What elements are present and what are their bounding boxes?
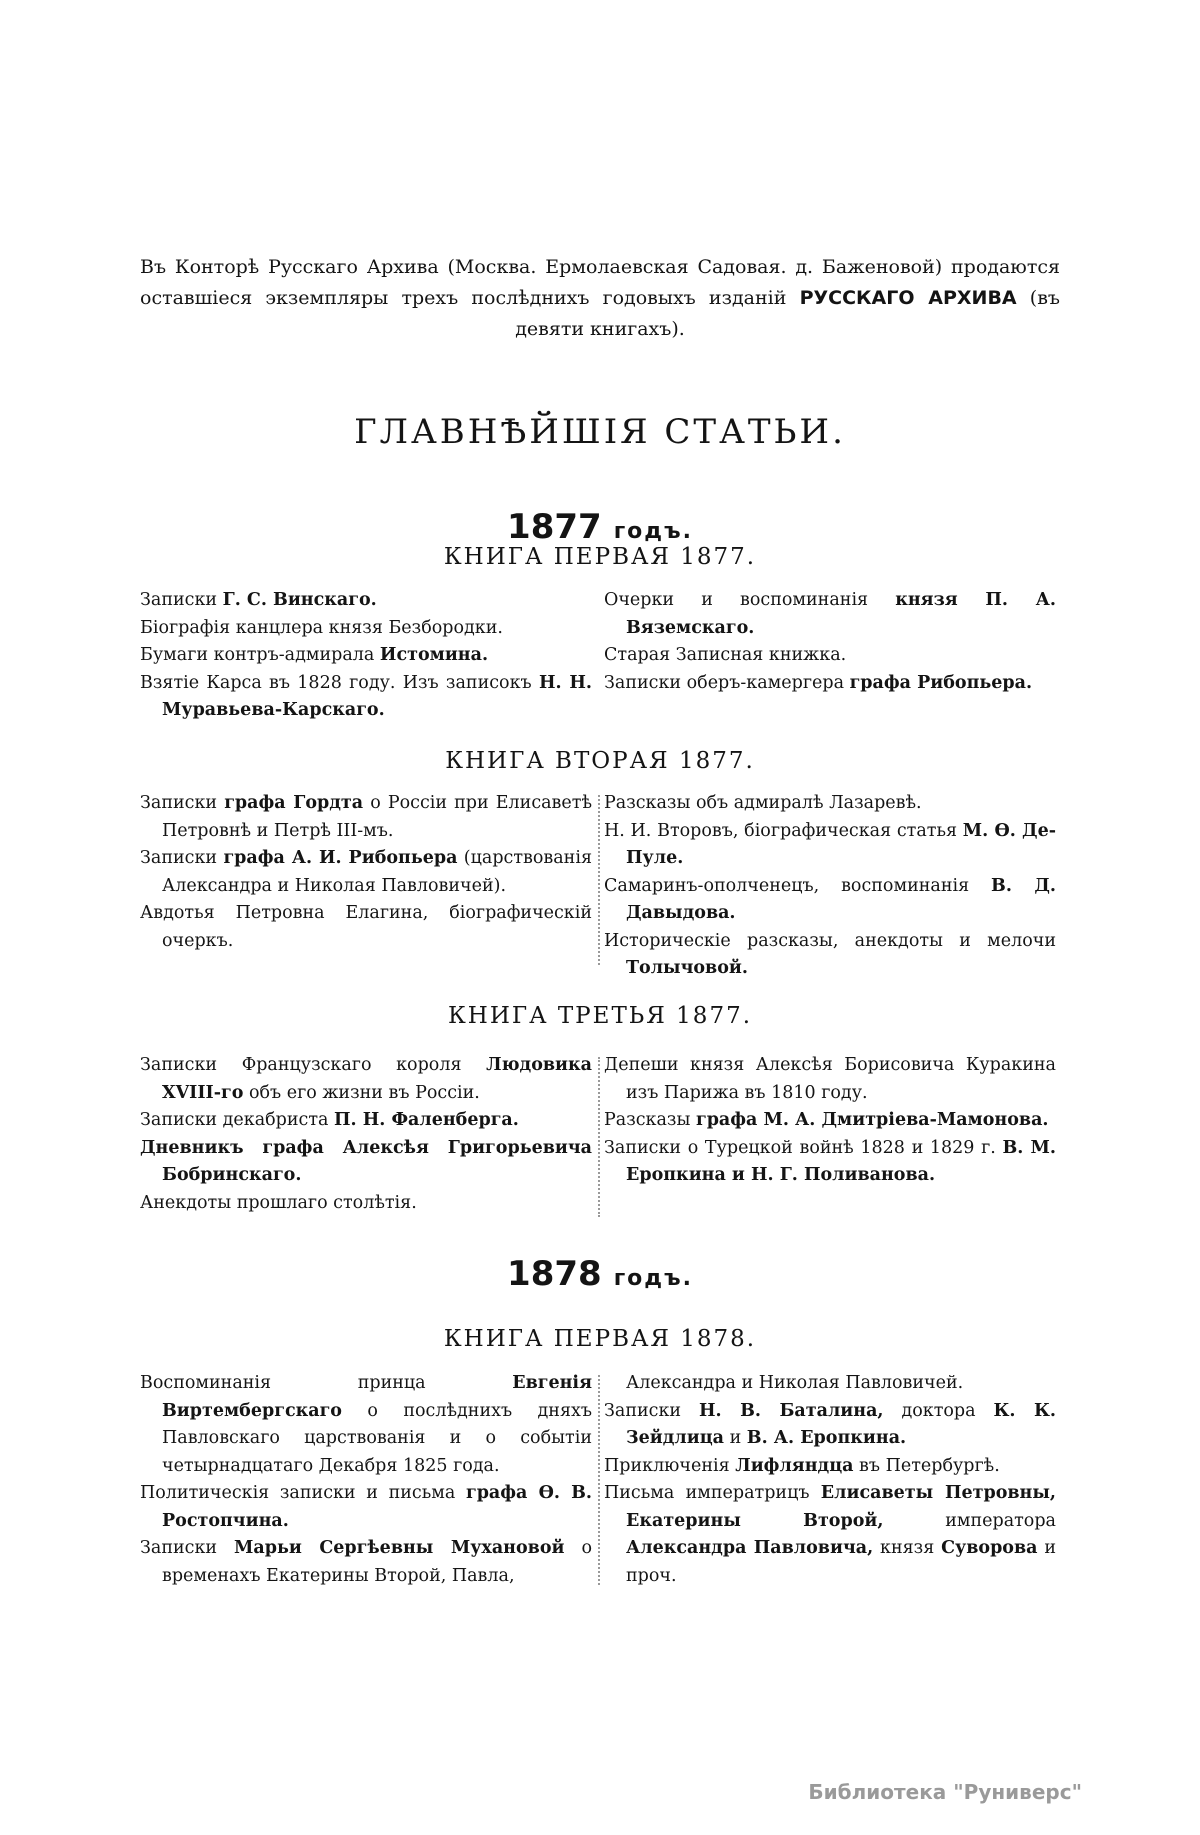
entry-bold: графа Ѳ. В. Ростопчина. bbox=[162, 1483, 592, 1531]
column-divider bbox=[598, 1057, 600, 1217]
column-divider bbox=[598, 795, 600, 965]
article-entry bbox=[604, 928, 1056, 983]
entry-bold: графа М. А. Дмитріева-Мамонова. bbox=[695, 1110, 1049, 1130]
book-right-column bbox=[604, 1052, 1056, 1190]
article-entry bbox=[140, 790, 592, 845]
entry-bold: Г. С. Винскаго. bbox=[222, 590, 377, 610]
article-entry bbox=[604, 587, 1056, 642]
article-entry bbox=[604, 1135, 1056, 1190]
intro-tail: (въ девяти книгахъ). bbox=[515, 287, 1060, 340]
library-watermark: Библиотека "Руниверс" bbox=[808, 1780, 1082, 1804]
entry-bold: Евгенія Виртембергскаго bbox=[162, 1373, 592, 1421]
entry-bold: Елисаветы Петровны, Екатерины Второй, bbox=[626, 1483, 1056, 1531]
entry-text: Разсказы bbox=[604, 1110, 696, 1130]
entry-bold: графа Гордта bbox=[224, 793, 364, 813]
article-entry bbox=[604, 818, 1056, 873]
article-entry bbox=[604, 790, 1056, 818]
year-label: годъ. bbox=[613, 1266, 693, 1291]
year-number: 1878 bbox=[507, 1254, 602, 1294]
entry-bold: Людовика XVIII-го bbox=[162, 1055, 592, 1103]
entry-bold: В. Д. Давыдова. bbox=[626, 875, 1056, 923]
book-right-column bbox=[604, 1370, 1056, 1590]
book-left-column bbox=[140, 1052, 592, 1217]
entry-text: Записки bbox=[140, 590, 223, 610]
entry-bold: Лифляндца bbox=[735, 1455, 854, 1476]
entry-bold: Александра Павловича, bbox=[626, 1538, 874, 1558]
entry-text: Разсказы объ адмиралѣ Лазаревѣ. bbox=[604, 793, 922, 813]
entry-text: Депеши князя Алексѣя Борисовича Куракина изъ Парижа въ 1810 году. bbox=[604, 1055, 1056, 1103]
article-entry bbox=[140, 1370, 592, 1480]
intro-archive-name: РУССКАГО АРХИВА bbox=[799, 287, 1017, 309]
entry-text: Историческіе разсказы, анекдоты и мелочи bbox=[604, 930, 1056, 951]
entry-text: Приключенія bbox=[604, 1455, 736, 1476]
article-entry bbox=[604, 1052, 1056, 1107]
entry-text: Записки bbox=[140, 848, 224, 868]
entry-bold: М. Ѳ. Де-Пуле. bbox=[626, 820, 1056, 868]
entry-bold: князя П. А. Вяземскаго. bbox=[626, 590, 1056, 638]
entry-text: Записки Французскаго короля bbox=[140, 1055, 487, 1075]
column-divider bbox=[598, 1375, 600, 1585]
book-left-column bbox=[140, 587, 592, 725]
entry-text: Очерки и воспоминанія bbox=[604, 590, 896, 610]
entry-text: и проч. bbox=[626, 1538, 1056, 1586]
article-entry bbox=[604, 1370, 1056, 1398]
entry-text: Бумаги контръ-адмирала bbox=[140, 645, 380, 665]
entry-bold: Суворова bbox=[941, 1538, 1038, 1558]
entry-bold: Н. В. Баталина, bbox=[699, 1400, 884, 1421]
entry-bold: Истомина. bbox=[379, 645, 489, 665]
entry-bold: Н. Н. Муравьева-Карскаго. bbox=[162, 672, 592, 720]
entry-text: объ его жизни въ Россіи. bbox=[243, 1082, 480, 1103]
book-heading: КНИГА ТРЕТЬЯ 1877. bbox=[447, 1003, 753, 1029]
article-entry bbox=[604, 670, 1056, 698]
article-entry bbox=[140, 1190, 592, 1218]
entry-text: Записки о Турецкой войнѣ 1828 и 1829 г. bbox=[604, 1137, 1003, 1158]
entry-text: князя bbox=[873, 1538, 942, 1558]
entry-text: Записки bbox=[140, 1538, 235, 1558]
article-entry bbox=[604, 1107, 1056, 1135]
entry-text: Записки декабриста bbox=[140, 1110, 335, 1130]
entry-text: о временахъ Екатерины Второй, Павла, bbox=[162, 1538, 592, 1586]
entry-text: Взятіе Карса въ 1828 году. Изъ записокъ bbox=[140, 672, 539, 693]
entry-text: о Россіи при Елисаветѣ Петровнѣ и Петрѣ III-мъ. bbox=[162, 793, 592, 841]
book-right-column bbox=[604, 587, 1056, 697]
entry-text: Старая Записная книжка. bbox=[604, 645, 847, 665]
article-entry bbox=[604, 1453, 1056, 1481]
article-entry bbox=[140, 587, 592, 615]
entry-text: Александра и Николая Павловичей. bbox=[626, 1373, 964, 1393]
entry-bold: Толычовой. bbox=[626, 958, 748, 978]
book-heading: КНИГА ВТОРАЯ 1877. bbox=[445, 748, 755, 774]
article-entry bbox=[140, 615, 592, 643]
article-entry bbox=[604, 642, 1056, 670]
article-entry bbox=[604, 873, 1056, 928]
article-entry bbox=[140, 845, 592, 900]
entry-text: и bbox=[724, 1428, 747, 1448]
entry-text: доктора bbox=[883, 1400, 994, 1421]
article-entry bbox=[140, 1107, 592, 1135]
entry-text: Воспоминанія принца bbox=[140, 1373, 513, 1393]
year-number: 1877 bbox=[507, 507, 602, 547]
book-left-column bbox=[140, 790, 592, 955]
article-entry bbox=[140, 1052, 592, 1107]
entry-bold: Дневникъ графа Алексѣя Григорьевича Бобринскаго. bbox=[140, 1137, 592, 1185]
entry-text: Н. И. Второвъ, біографическая статья bbox=[604, 820, 963, 841]
entry-text: Политическія записки и письма bbox=[140, 1483, 466, 1503]
entry-bold: К. К. Зейдлица bbox=[626, 1400, 1056, 1448]
article-entry bbox=[140, 1480, 592, 1535]
book-heading: КНИГА ПЕРВАЯ 1878. bbox=[443, 1326, 757, 1352]
intro-text: Въ Конторѣ Русскаго Архива (Москва. Ермолаевская Садовая. д. Баженовой) продаются оставшіеся экземпляры трехъ послѣднихъ годовыхъ изданій bbox=[140, 256, 1060, 309]
entry-bold: П. Н. Фаленберга. bbox=[334, 1110, 519, 1130]
article-entry bbox=[140, 642, 592, 670]
entry-text: императора bbox=[883, 1510, 1056, 1531]
book-left-column bbox=[140, 1370, 592, 1590]
book-right-column bbox=[604, 790, 1056, 983]
article-entry bbox=[140, 1135, 592, 1190]
intro-paragraph bbox=[140, 252, 1060, 345]
entry-bold: В. А. Еропкина. bbox=[746, 1428, 907, 1448]
entry-bold: графа А. И. Рибопьера bbox=[223, 848, 458, 868]
article-entry bbox=[604, 1480, 1056, 1590]
entry-text: Самаринъ-ополченецъ, воспоминанія bbox=[604, 875, 992, 896]
entry-bold: графа Рибопьера. bbox=[849, 672, 1033, 693]
article-entry bbox=[604, 1398, 1056, 1453]
year-heading-1878 bbox=[0, 1252, 1200, 1302]
article-entry bbox=[140, 900, 592, 955]
entry-text: Біографія канцлера князя Безбородки. bbox=[140, 617, 503, 638]
entry-text: Записки bbox=[140, 793, 225, 813]
entry-text: Записки оберъ-камергера bbox=[604, 672, 850, 693]
entry-text: (царствованія Александра и Николая Павловичей). bbox=[162, 848, 592, 896]
entry-text: о послѣднихъ дняхъ Павловскаго царствованія и о событіи четырнадцатаго Декабря 1825 года. bbox=[162, 1400, 592, 1476]
article-entry bbox=[140, 1535, 592, 1590]
year-label: годъ. bbox=[613, 519, 693, 544]
article-entry bbox=[140, 670, 592, 725]
entry-text: Анекдоты прошлаго столѣтія. bbox=[140, 1192, 417, 1213]
entry-text: Письма императрицъ bbox=[604, 1483, 821, 1503]
entry-text: Записки bbox=[604, 1400, 700, 1421]
main-title: ГЛАВНѢЙШІЯ СТАТЬИ. bbox=[354, 412, 846, 452]
entry-text: Авдотья Петровна Елагина, біографическій очеркъ. bbox=[140, 903, 592, 951]
entry-bold: Марьи Сергѣевны Мухановой bbox=[234, 1538, 565, 1558]
book-heading: КНИГА ПЕРВАЯ 1877. bbox=[443, 544, 757, 570]
entry-bold: В. М. Еропкина и Н. Г. Поливанова. bbox=[626, 1137, 1056, 1185]
entry-text: въ Петербургѣ. bbox=[853, 1455, 1000, 1476]
